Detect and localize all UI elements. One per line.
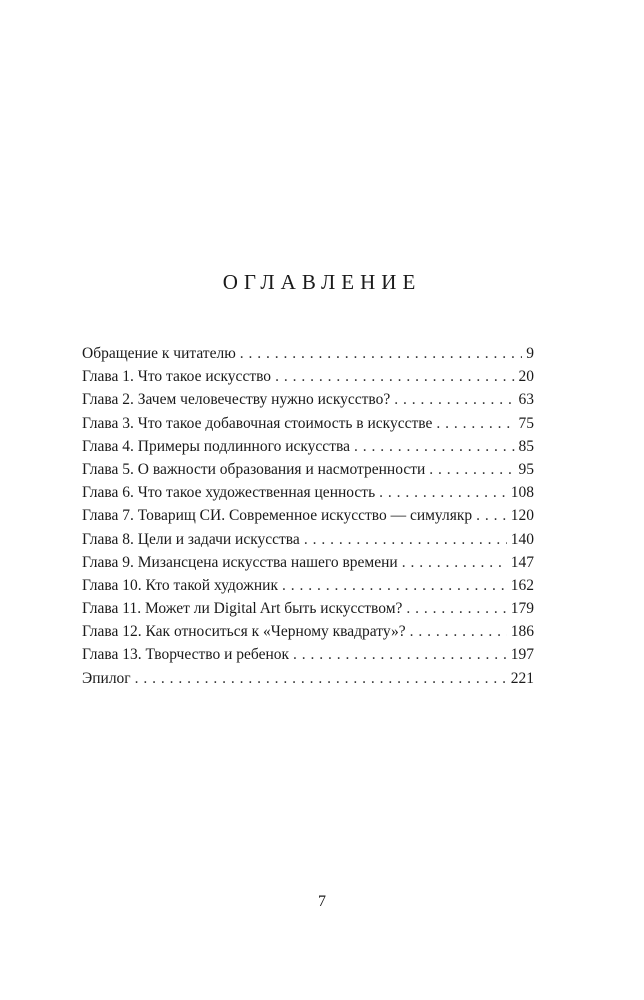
toc-entry-page: 186: [510, 623, 534, 641]
toc-entry: [82, 365, 534, 388]
toc-entry: [82, 551, 534, 574]
toc-entry-label: Глава 4. Примеры подлинного искусства: [82, 437, 350, 455]
toc-leader: [379, 481, 507, 504]
toc-entry-label: Глава 7. Товарищ СИ. Современное искусство — симулякр: [82, 507, 473, 525]
toc-entry: [82, 458, 534, 481]
toc-entry-label: Глава 5. О важности образования и насмотренности: [82, 460, 426, 478]
toc-entry-page: 108: [510, 484, 534, 502]
toc-entry-label: Глава 11. Может ли Digital Art быть искусством?: [82, 600, 403, 618]
toc-entry: [82, 620, 534, 643]
toc-entry-label: Глава 13. Творчество и ребенок: [82, 646, 290, 664]
toc-leader: [275, 365, 514, 388]
toc-entry: [82, 667, 534, 690]
toc-leader: [135, 667, 507, 690]
toc-entry-page: 120: [510, 507, 534, 525]
toc-leader: [282, 574, 507, 597]
toc-leader: [240, 342, 522, 365]
toc-entry-page: 179: [510, 600, 534, 618]
toc-entry-label: Глава 2. Зачем человечеству нужно искусство?: [82, 391, 391, 409]
toc-entry: [82, 528, 534, 551]
toc-entry: [82, 504, 534, 527]
toc-entry-label: Глава 12. Как относиться к «Черному квадрату»?: [82, 623, 406, 641]
toc-entry: [82, 342, 534, 365]
toc-entry: [82, 574, 534, 597]
toc-entry-label: Эпилог: [82, 669, 131, 687]
toc-entry-page: 140: [510, 530, 534, 548]
toc-entry-page: 85: [518, 437, 534, 455]
toc-entry: [82, 388, 534, 411]
toc-entry-page: 20: [518, 368, 534, 386]
toc-entry-label: Глава 8. Цели и задачи искусства: [82, 530, 300, 548]
toc-entry-page: 95: [518, 460, 534, 478]
toc-leader: [429, 458, 514, 481]
toc-entry-page: 75: [518, 414, 534, 432]
toc-entry: [82, 481, 534, 504]
toc-leader: [436, 412, 514, 435]
toc-leader: [293, 643, 507, 666]
toc-entry-label: Обращение к читателю: [82, 345, 236, 362]
toc-entry-label: Глава 9. Мизансцена искусства нашего времени: [82, 553, 398, 571]
toc-entry-page: 9: [526, 345, 534, 362]
toc-entry-label: Глава 1. Что такое искусство: [82, 368, 272, 386]
toc-leader: [402, 551, 507, 574]
toc-entry-page: 63: [518, 391, 534, 409]
toc-leader: [410, 620, 507, 643]
toc-entry: [82, 597, 534, 620]
toc-leader: [304, 528, 507, 551]
toc-entry-page: 221: [510, 669, 534, 687]
page-number: 7: [318, 893, 326, 910]
toc-leader: [406, 597, 506, 620]
toc-entry-page: 162: [510, 576, 534, 594]
toc-leader: [476, 504, 507, 527]
toc-leader: [354, 435, 515, 458]
toc-entry-label: Глава 3. Что такое добавочная стоимость в искусстве: [82, 414, 433, 432]
toc-entry: [82, 435, 534, 458]
page-title: ОГЛАВЛЕНИЕ: [222, 270, 422, 294]
toc-entry-page: 197: [510, 646, 534, 664]
toc-leader: [394, 388, 514, 411]
toc-entry-page: 147: [510, 553, 534, 571]
toc-entry: [82, 412, 534, 435]
toc-entry-label: Глава 6. Что такое художественная ценность: [82, 484, 376, 502]
toc-entry-label: Глава 10. Кто такой художник: [82, 576, 278, 594]
table-of-contents: [82, 342, 534, 690]
toc-entry: [82, 643, 534, 666]
